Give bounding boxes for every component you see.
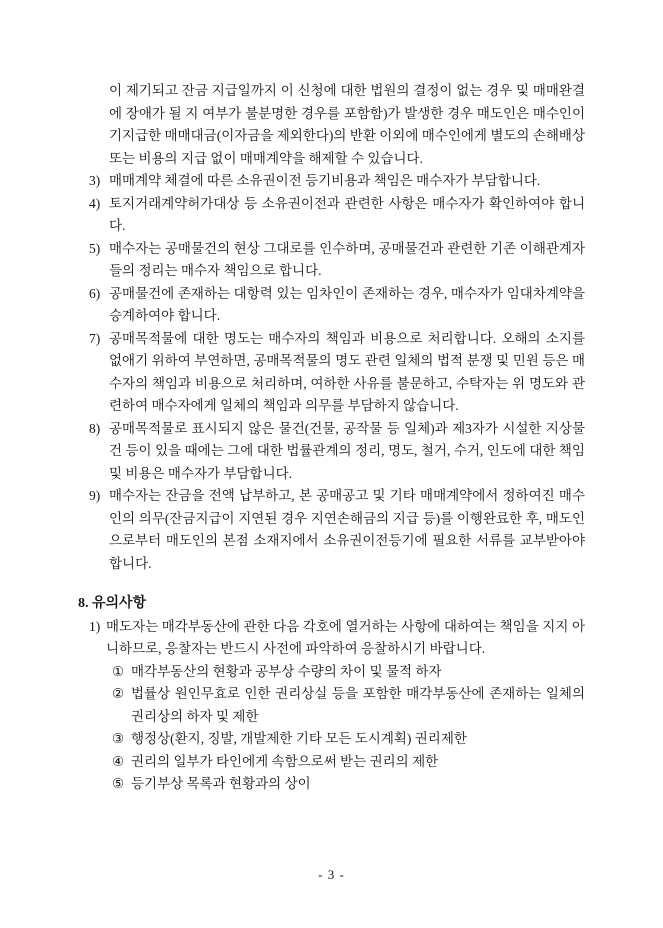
- circled-number: ③: [112, 731, 125, 746]
- list-item: [89, 418, 585, 486]
- item-number: 9): [89, 488, 101, 503]
- item-number: 5): [89, 240, 101, 256]
- circled-number: ⑤: [112, 776, 125, 791]
- circled-number: ④: [112, 753, 125, 769]
- circled-item: [112, 683, 585, 728]
- list-item: [89, 193, 585, 238]
- circled-text: 권리의 일부가 타인에게 속함으로써 받는 권리의 제한: [131, 753, 439, 769]
- item-number: 4): [89, 195, 101, 211]
- list-item: [89, 170, 585, 193]
- item-number: 6): [89, 285, 101, 301]
- item-text: 매수자는 공매물건의 현상 그대로를 인수하며, 공매물건과 관련한 기존 이해관계자들의 정리는 매수자 책임으로 합니다.: [109, 240, 585, 278]
- list-item: [89, 328, 585, 418]
- circled-item: [112, 728, 585, 751]
- item-number: 8): [89, 420, 101, 436]
- circled-text: 매각부동산의 현황과 공부상 수량의 차이 및 물적 하자: [131, 663, 442, 679]
- item-number: 7): [89, 330, 101, 346]
- continuation-paragraph: 이 제기되고 잔금 지급일까지 이 신청에 대한 법원의 결정이 없는 경우 및 매매완결에 장애가 될 지 여부가 불분명한 경우를 포함함)가 발생한 경우 매도인은 매수인이 기지급한 매매대금(이자금을 제외한다)의 반환 이외에 매수인에게 별도의 손해배상 또는 비용의 지급 없이 매매계약을 해제할 수 있습니다.: [109, 83, 586, 166]
- subsection-item: [89, 616, 585, 661]
- item-text: 매도자는 매각부동산에 관한 다음 각호에 열거하는 사항에 대하여는 책임을 지지 아니하므로, 응찰자는 반드시 사전에 파악하여 응찰하시기 바랍니다.: [106, 618, 585, 656]
- circled-text: 등기부상 목록과 현황과의 상이: [131, 776, 311, 791]
- item-text: 매매계약 체결에 따른 소유권이전 등기비용과 책임은 매수자가 부담합니다.: [109, 173, 541, 188]
- list-item: [89, 283, 585, 328]
- circled-number: ①: [112, 663, 125, 679]
- circled-text: 법률상 원인무효로 인한 권리상실 등을 포함한 매각부동산에 존재하는 일체의 권리상의 하자 및 제한: [131, 686, 585, 724]
- circled-item: [112, 773, 585, 796]
- item-number: 1): [89, 618, 101, 634]
- circled-item: [112, 661, 585, 684]
- item-text: 공매목적물로 표시되지 않은 물건(건물, 공작물 등 일체)과 제3자가 시설한 지상물건 등이 있을 때에는 그에 대한 법률관계의 정리, 명도, 철거, 수거, 인도에 대한 책임 및 비용은 매수자가 부담합니다.: [109, 420, 585, 481]
- item-text: 공매물건에 존재하는 대항력 있는 임차인이 존재하는 경우, 매수자가 임대차계약을 승계하여야 합니다.: [109, 285, 585, 323]
- section-heading: 8. 유의사항: [78, 596, 147, 611]
- list-item: [89, 485, 585, 575]
- circled-text: 행정상(환지, 징발, 개발제한 기타 모든 도시계획) 권리제한: [131, 731, 467, 746]
- circled-item: [112, 751, 585, 774]
- item-text: 공매목적물에 대한 명도는 매수자의 책임과 비용으로 처리합니다. 오해의 소지를 없애기 위하여 부연하면, 공매목적물의 명도 관련 일체의 법적 분쟁 및 민원 등은 매수자의 책임과 비용으로 처리하며, 여하한 사유를 불문하고, 수탁자는 위 명도와 관련하여 매수자에게 일체의 책임과 의무를 부담하지 않습니다.: [109, 330, 585, 413]
- list-item: [89, 238, 585, 283]
- item-text: 매수자는 잔금을 전액 납부하고, 본 공매공고 및 기타 매매계약에서 정하여진 매수인의 의무(잔금지급이 지연된 경우 지연손해금의 지급 등)를 이행완료한 후, 매도인으로부터 매도인의 본점 소재지에서 소유권이전등기에 필요한 서류를 교부받아야 합니다.: [109, 488, 585, 571]
- item-text: 토지거래계약허가대상 등 소유권이전과 관련한 사항은 매수자가 확인하여야 합니다.: [109, 195, 585, 233]
- page-number: - 3 -: [318, 867, 345, 882]
- item-number: 3): [89, 173, 101, 188]
- page-content: [78, 80, 586, 796]
- circled-number: ②: [112, 686, 125, 701]
